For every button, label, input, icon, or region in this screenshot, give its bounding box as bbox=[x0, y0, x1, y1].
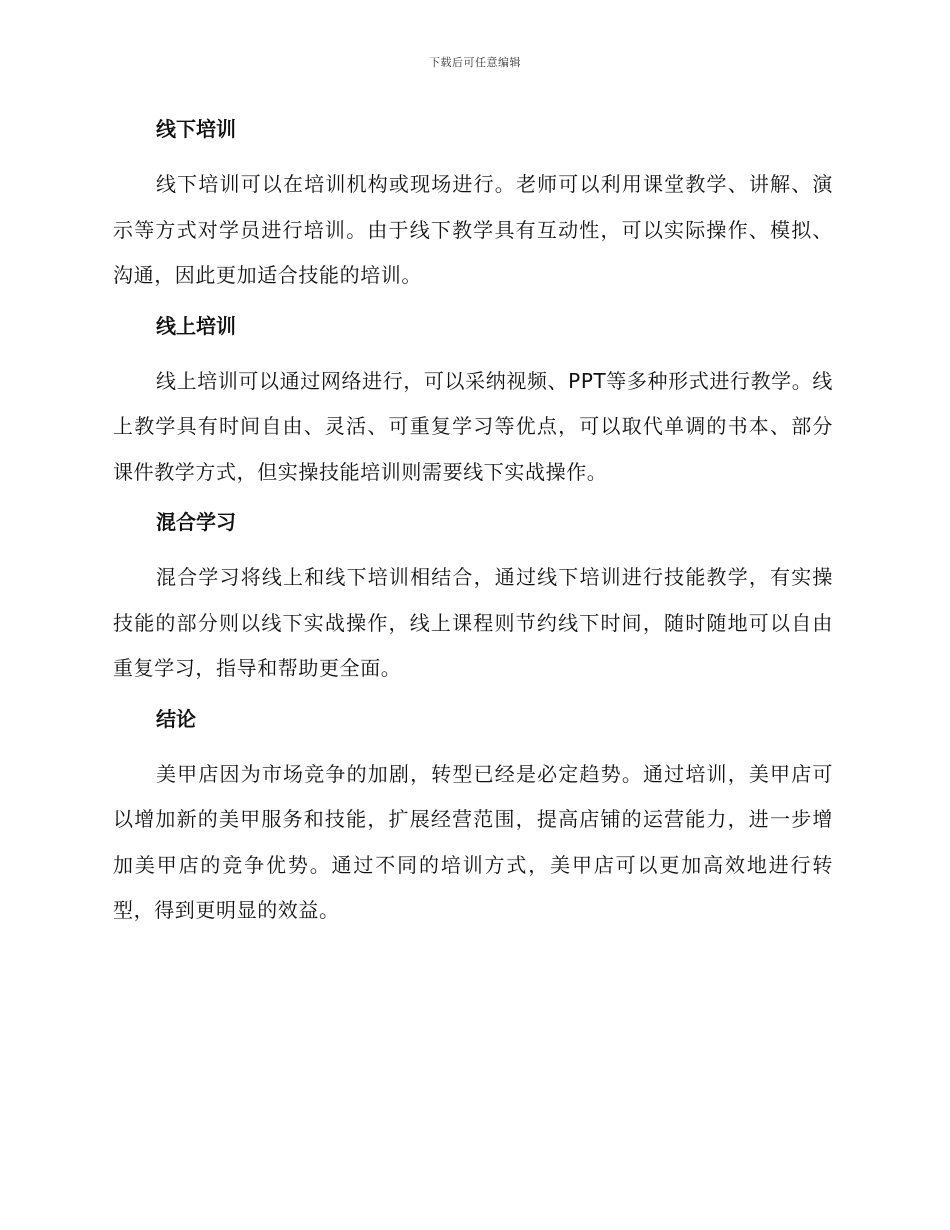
document-content bbox=[113, 112, 833, 934]
section-body-offline-training: 线下培训可以在培训机构或现场进行。老师可以利用课堂教学、讲解、演示等方式对学员进行培训。由于线下教学具有互动性，可以实际操作、模拟、沟通，因此更加适合技能的培训。 bbox=[113, 172, 833, 287]
section-body-online-training: 线上培训可以通过网络进行，可以采纳视频、PPT等多种形式进行教学。线上教学具有时间自由、灵活、可重复学习等优点，可以取代单调的书本、部分课件教学方式，但实操技能培训则需要线下实战操作。 bbox=[113, 368, 833, 484]
section-title-online-training: 线上培训 bbox=[156, 313, 236, 338]
section-body-conclusion: 美甲店因为市场竞争的加剧，转型已经是必定趋势。通过培训，美甲店可以增加新的美甲服务和技能，扩展经营范围，提高店铺的运营能力，进一步增加美甲店的竞争优势。通过不同的培训方式，美甲店可以更加高效地进行转型，得到更明显的效益。 bbox=[113, 761, 833, 922]
section-body-blended-learning: 混合学习将线上和线下培训相结合，通过线下培训进行技能教学，有实操技能的部分则以线下实战操作，线上课程则节约线下时间，随时随地可以自由重复学习，指导和帮助更全面。 bbox=[113, 565, 833, 680]
section-title-conclusion: 结论 bbox=[156, 706, 196, 731]
section-title-offline-training: 线下培训 bbox=[156, 117, 236, 141]
section-title-blended-learning: 混合学习 bbox=[156, 510, 236, 534]
header-note: 下载后可任意编辑 bbox=[429, 56, 521, 69]
